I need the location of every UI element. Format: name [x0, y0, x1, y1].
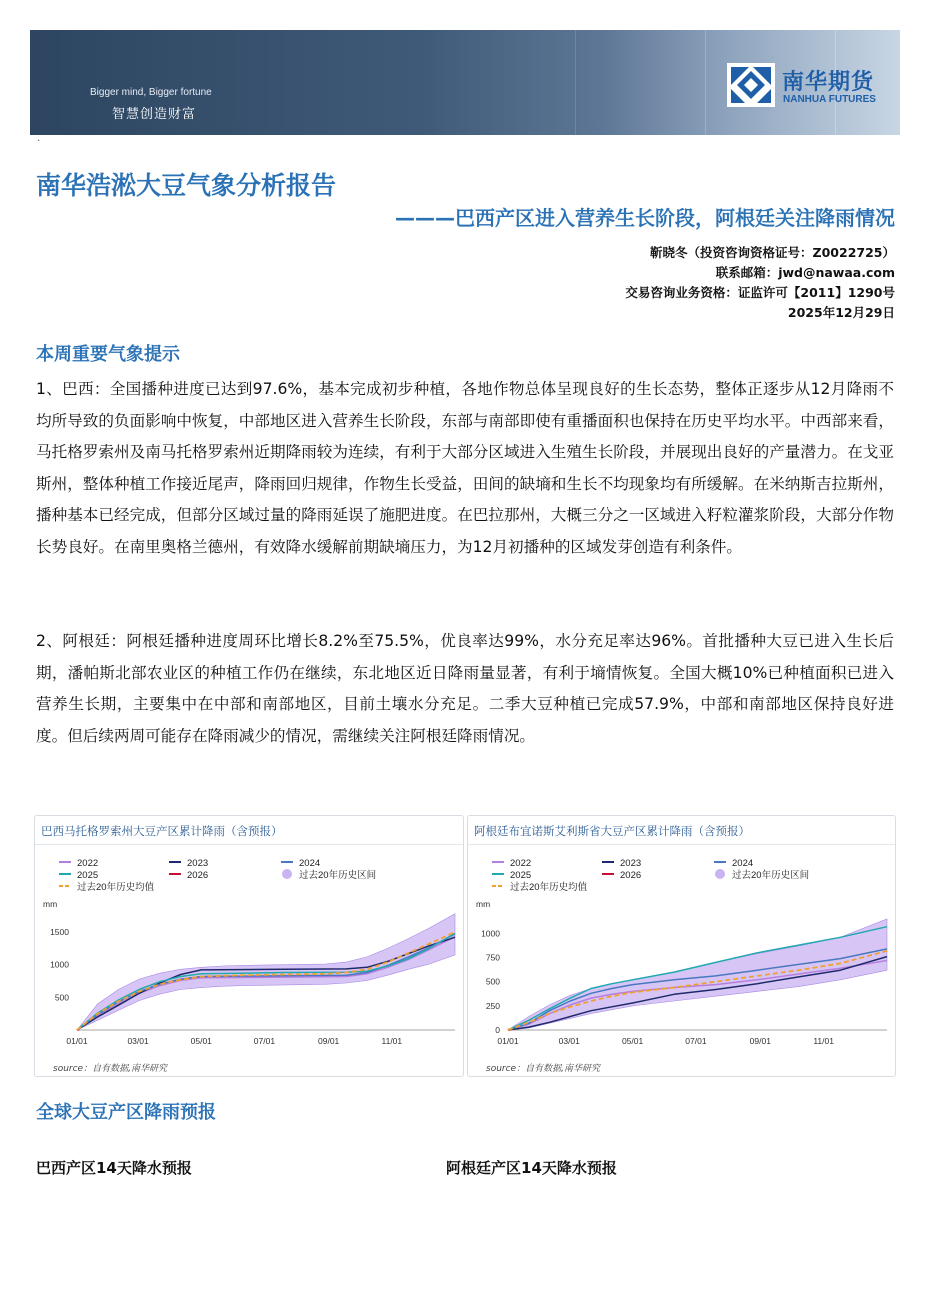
legend-label: 过去20年历史区间	[299, 870, 377, 881]
x-tick-label: 01/01	[66, 1036, 88, 1046]
chart-title: 巴西马托格罗索州大豆产区累计降雨（含预报）	[41, 824, 283, 838]
y-axis-unit: mm	[43, 899, 58, 909]
x-tick-label: 09/01	[318, 1036, 340, 1046]
x-tick-label: 07/01	[685, 1036, 707, 1046]
chart-argentina-cumulative-rain	[468, 846, 897, 1058]
date-line: 2025年12月29日	[787, 305, 895, 320]
nanhua-logo-icon	[727, 63, 775, 107]
dot-mark: ·	[37, 136, 41, 147]
legend-label: 2023	[620, 858, 642, 869]
report-title: 南华浩淞大豆气象分析报告	[36, 171, 337, 200]
slogan-en: Bigger mind, Bigger fortune	[90, 87, 212, 98]
legend-label: 2023	[187, 858, 209, 869]
author-line: 靳晓冬（投资咨询资格证号：Z0022725）	[650, 245, 895, 260]
chart-title: 阿根廷布宜诺斯艾利斯省大豆产区累计降雨（含预报）	[474, 824, 750, 838]
legend-label: 过去20年历史均值	[77, 882, 155, 893]
paragraph-brazil: 1、巴西：全国播种进度已达到97.6%，基本完成初步种植，各地作物总体呈现良好的生长态势，整体正逐步从12月降雨不均所导致的负面影响中恢复，中部地区进入营养生长阶段，东部与南部即使有重播面积也保持在历史平均水平。中西部来看，马托格罗索州及南马托格罗索州近期降雨较为连续，有利于大部分区域进入生殖生长阶段，并展现出良好的产量潜力。在戈亚斯州，整体种植工作接近尾声，降雨回归规律，作物生长受益，田间的缺墒和生长不均现象均有所缓解。在米纳斯吉拉斯州，播种基本已经完成，但部分区域过量的降雨延误了施肥进度。在巴拉那州，大概三分之一区域进入籽粒灌浆阶段，大部分作物长势良好。在南里奥格兰德州，有效降水缓解前期缺墒压力，为12月初播种的区域发芽创造有利条件。	[36, 380, 894, 556]
legend-label: 过去20年历史区间	[732, 870, 810, 881]
history-range-band	[508, 919, 887, 1030]
logo-text-en: NANHUA FUTURES	[783, 94, 876, 105]
x-tick-label: 09/01	[749, 1036, 771, 1046]
x-tick-label: 11/01	[381, 1036, 403, 1046]
argentina-forecast-label: 阿根廷产区14天降水预报	[446, 1159, 617, 1177]
chart-card-argentina	[467, 815, 896, 1077]
section-heading-forecast: 全球大豆产区降雨预报	[36, 1102, 216, 1123]
legend-label: 过去20年历史均值	[510, 882, 588, 893]
section-heading-weather-tips: 本周重要气象提示	[36, 344, 180, 365]
report-meta	[625, 243, 895, 323]
y-axis-unit: mm	[476, 899, 491, 909]
history-range-band	[77, 914, 455, 1030]
x-tick-label: 01/01	[497, 1036, 519, 1046]
logo-text-cn: 南华期货	[782, 70, 875, 95]
y-tick-label: 1500	[50, 927, 69, 938]
x-tick-label: 03/01	[558, 1036, 580, 1046]
legend-label: 2025	[510, 870, 532, 881]
report-subtitle: ———巴西产区进入营养生长阶段，阿根廷关注降雨情况	[395, 206, 895, 230]
legend-label: 2026	[187, 870, 209, 881]
legend-label: 2025	[77, 870, 99, 881]
header-banner	[30, 30, 900, 135]
paragraph-argentina: 2、阿根廷：阿根廷播种进度周环比增长8.2%至75.5%，优良率达99%，水分充足率达96%。首批播种大豆已进入生长后期，潘帕斯北部农业区的种植工作仍在继续，东北地区近日降雨量显著，有利于墒情恢复。全国大概10%已种植面积已进入营养生长期，主要集中在中部和南部地区，目前土壤水分充足。二季大豆种植已完成57.9%，中部和南部地区保持良好进度。但后续两周可能存在降雨减少的情况，需继续关注阿根廷降雨情况。	[36, 632, 894, 745]
legend-label: 2024	[732, 858, 754, 869]
legend-label: 2026	[620, 870, 642, 881]
y-tick-label: 0	[495, 1025, 500, 1035]
x-tick-label: 05/01	[621, 1036, 644, 1046]
x-tick-label: 03/01	[127, 1036, 149, 1046]
x-tick-label: 05/01	[190, 1036, 212, 1046]
legend-swatch	[282, 869, 292, 879]
x-tick-label: 07/01	[253, 1036, 276, 1046]
chart-card-brazil	[34, 815, 464, 1077]
legend-swatch	[715, 869, 725, 879]
license-line: 交易咨询业务资格：证监许可【2011】1290号	[625, 285, 895, 300]
slogan-cn: 智慧创造财富	[112, 107, 197, 122]
y-tick-label: 750	[485, 952, 500, 963]
y-tick-label: 500	[54, 992, 69, 1003]
y-tick-label: 250	[485, 1000, 500, 1011]
legend-label: 2024	[299, 858, 321, 869]
y-tick-label: 1000	[481, 928, 500, 939]
chart-source: source：自有数据,南华研究	[53, 1064, 167, 1074]
y-tick-label: 1000	[50, 959, 69, 970]
chart-brazil-cumulative-rain	[35, 846, 465, 1058]
email-line: 联系邮箱：jwd@nawaa.com	[715, 265, 895, 280]
chart-source: source：自有数据,南华研究	[486, 1064, 600, 1074]
x-tick-label: 11/01	[813, 1036, 834, 1046]
y-tick-label: 500	[485, 976, 500, 987]
legend-label: 2022	[510, 858, 532, 869]
brazil-forecast-label: 巴西产区14天降水预报	[36, 1159, 192, 1177]
legend-label: 2022	[77, 858, 99, 869]
